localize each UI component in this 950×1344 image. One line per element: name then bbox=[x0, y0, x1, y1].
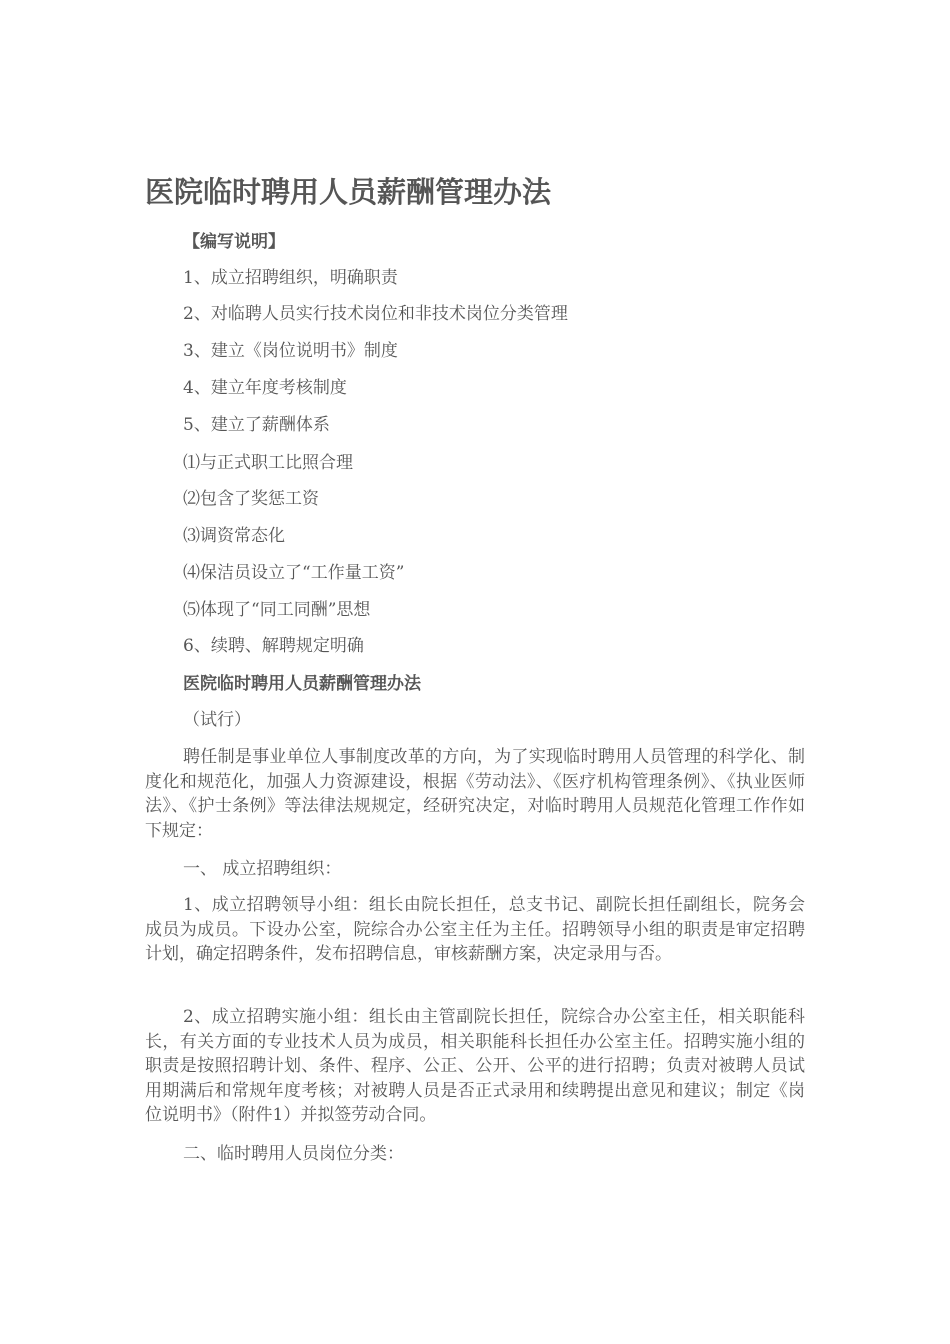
preface-item: 4、建立年度考核制度 bbox=[183, 378, 347, 398]
preface-item: 1、成立招聘组织，明确职责 bbox=[183, 268, 398, 288]
preface-item: 5、建立了薪酬体系 bbox=[183, 415, 330, 435]
preface-heading: 【编写说明】 bbox=[183, 232, 285, 252]
preface-subitem: ⑶调资常态化 bbox=[183, 526, 285, 546]
section-one-item: 2、成立招聘实施小组：组长由主管副院长担任，院综合办公室主任，相关职能科长，有关方面的专业技术人员为成员，相关职能科长担任办公室主任。招聘实施小组的职责是按照招聘计划、条件、程序、公正、公开、公平的进行招聘；负责对被聘人员试用期满后和常规年度考核；对被聘人员是否正式录用和续聘提出意见和建议；制定《岗位说明书》（附件1）并拟签劳动合同。 bbox=[145, 1007, 805, 1125]
preface-item: 3、建立《岗位说明书》制度 bbox=[183, 341, 398, 361]
preface-subitem: ⑵包含了奖惩工资 bbox=[183, 489, 319, 509]
intro-paragraph: 聘任制是事业单位人事制度改革的方向，为了实现临时聘用人员管理的科学化、制度化和规范化，加强人力资源建设，根据《劳动法》、《医疗机构管理条例》、《执业医师法》、《护士条例》等法律法规规定，经研究决定，对临时聘用人员规范化管理工作作如下规定： bbox=[145, 747, 805, 841]
preface-subitem: ⑴与正式职工比照合理 bbox=[183, 453, 353, 473]
preface-item: 6、续聘、解聘规定明确 bbox=[183, 636, 364, 656]
section-two-heading: 二、临时聘用人员岗位分类： bbox=[183, 1144, 404, 1164]
preface-subitem: ⑷保洁员设立了“工作量工资” bbox=[183, 563, 405, 583]
document-subtitle: 医院临时聘用人员薪酬管理办法 bbox=[183, 674, 421, 694]
preface-subitem: ⑸体现了“同工同酬”思想 bbox=[183, 600, 371, 620]
document-title: 医院临时聘用人员薪酬管理办法 bbox=[145, 175, 552, 209]
trial-note: （试行） bbox=[183, 710, 251, 730]
preface-item: 2、对临聘人员实行技术岗位和非技术岗位分类管理 bbox=[183, 304, 568, 324]
section-one-heading: 一、 成立招聘组织： bbox=[183, 859, 342, 879]
section-one-item: 1、成立招聘领导小组：组长由院长担任，总支书记、副院长担任副组长，院务会成员为成员。下设办公室，院综合办公室主任为主任。招聘领导小组的职责是审定招聘计划，确定招聘条件，发布招聘信息，审核薪酬方案，决定录用与否。 bbox=[145, 895, 805, 964]
